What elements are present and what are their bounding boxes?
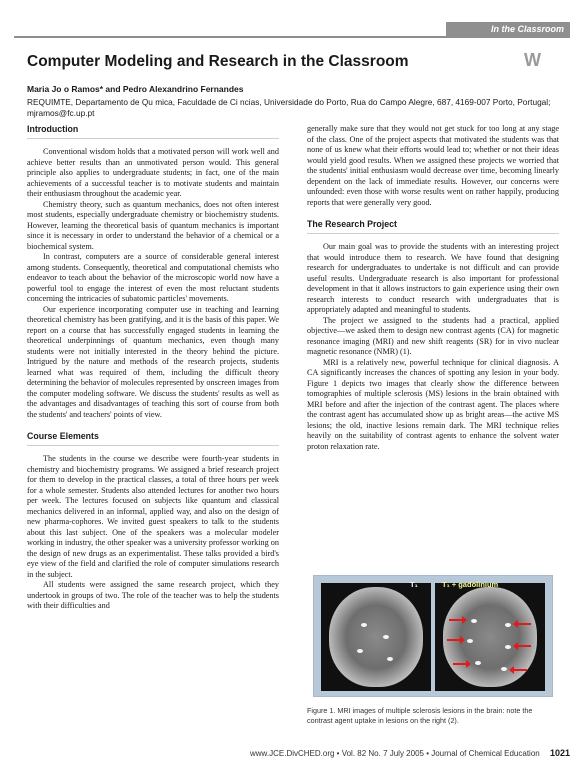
- lesion-spot: [501, 667, 507, 671]
- lesion-spot: [471, 619, 477, 623]
- brain-scan-image: [329, 587, 423, 687]
- continuation-paragraph: generally make sure that they would not get stuck for too long at any stage of the class. One of the project aspects that motivated the students was that none of us knew what their efforts would lead to; whether or not their ideas would yield good results. When we assigned these projects we worried that the students' initial enthusiasm would decrease over time, becoming linearly dependent on the lack of immediate results. However, our concerns were unfounded: even those with worse results went on rather happily, producing reports that were generally very good.: [307, 124, 559, 207]
- panel-label-t1-gadolinium: T₁ + gadolinium: [442, 580, 499, 589]
- section-tab: In the Classroom: [446, 22, 570, 36]
- red-arrow-icon: [517, 645, 531, 647]
- article-title: Computer Modeling and Research in the Classroom: [27, 53, 409, 70]
- lesion-spot: [505, 645, 511, 649]
- header-rule: [14, 36, 570, 38]
- research-project-heading: The Research Project: [307, 219, 559, 234]
- figure-caption: Figure 1. MRI images of multiple sclerosis lesions in the brain: note the contrast agent uptake in lesions on the right (2).: [307, 706, 533, 725]
- course-paragraph: The students in the course we describe were fourth-year students in chemistry and biochemistry programs. We assigned a brief research project for them to develop in the practical classes, a total of three hours per week for a whole semester. Students also attended lectures for another two hours per week. The lectures focused on subjects like quantum and classical mechanics delivered in an informal, applied way, and also on the design of new pharma-cophores. We invited guest speakers to talk to the students about this last subject. One of the speakers was a molecular modeler working in industry, the other speaker was a university professor working on the design of new drugs as an experimentalist. These talks provided a bird's eye view of the field and clarified the role of computer simulations research in the subject.: [27, 454, 279, 579]
- intro-paragraph: Our experience incorporating computer use in teaching and learning theoretical chemistry has been gratifying, and it is the basis of this paper. We report on a course that has successfully engaged students in learning the theoretical underpinnings of quantum mechanics, even though many students were not initially interested in the theory behind the picture. Intrigued by the nature and methods of the research projects, students learned what was required of them, including the difficult theory determining the behavior of molecules represented by onscreen images from the computer modeling software. We discuss the students' results as well as the advantages and disadvantages of teaching this sort of course from both the students' and teachers' points of view.: [27, 304, 279, 419]
- lesion-spot: [475, 661, 481, 665]
- introduction-heading: Introduction: [27, 124, 279, 139]
- red-arrow-icon: [517, 623, 531, 625]
- right-column: [307, 124, 559, 564]
- red-arrow-icon: [513, 669, 527, 671]
- mri-image-before: [321, 583, 431, 691]
- course-paragraph: All students were assigned the same research project, which they undertook in groups of two. The role of the teacher was to help the students with their difficulties and: [27, 580, 279, 610]
- lesion-spot: [361, 623, 367, 627]
- mri-figure: [313, 575, 553, 697]
- article-affiliation: REQUIMTE, Departamento de Qu mica, Faculdade de Ci ncias, Universidade do Porto, Rua do Campo Alegre, 687, 4169-007 Porto, Portugal; mjramos@fc.up.pt: [27, 97, 551, 118]
- lesion-spot: [505, 623, 511, 627]
- lesion-spot: [383, 635, 389, 639]
- red-arrow-icon: [447, 639, 461, 641]
- web-supplement-icon: W: [524, 50, 541, 70]
- article-authors: Maria Jo o Ramos* and Pedro Alexandrino Fernandes: [27, 84, 244, 94]
- footer-journal-info: www.JCE.DivCHED.org • Vol. 82 No. 7 July 2005 • Journal of Chemical Education: [250, 749, 540, 758]
- intro-paragraph: In contrast, computers are a source of considerable general interest among students. Consequently, theoretical and computational chemists who endeavor to teach about the behavior of the microscopic world now have a powerful tool to engage the interest of even the most reluctant students concerning the intricacies of subatomic particles' movements.: [27, 252, 279, 303]
- project-paragraph: MRI is a relatively new, powerful technique for clinical diagnosis. A CA significantly increases the chances of spotting any lesion in your body. Figure 1 depicts two images that clearly show the difference between tomographies of multiple sclerosis (MS) lesions in the brain obtained with MRI before and after the injection of the contrast agent. The places where the contrast agent has accumulated show up as bright areas—the active MS lesions; the old, inactive lesions remain dark. The MRI technique relies heavily on the suitability of contrast agents to enhance the solvent water proton relaxation rate.: [307, 357, 559, 451]
- page-number: 1021: [549, 748, 570, 758]
- panel-label-t1: T₁: [410, 580, 418, 589]
- page-footer: [150, 748, 570, 758]
- red-arrow-icon: [453, 663, 467, 665]
- red-arrow-icon: [449, 619, 463, 621]
- mri-image-after: [435, 583, 545, 691]
- project-paragraph: Our main goal was to provide the students with an interesting project that would introduce them to research. We have found that designing research for undergraduates to undertake is not difficult and can provide useful results. Undergraduate research is also important for professional development in that it allows instructors to gain experience using their own research interests to conduct research with undergraduates that is appropriately adapted and meaningful to students.: [307, 242, 559, 314]
- lesion-spot: [467, 639, 473, 643]
- lesion-spot: [387, 657, 393, 661]
- intro-paragraph: Conventional wisdom holds that a motivated person will work well and achieve better results than an unmotivated person would. This general principle also applies to undergraduate students; in fact, one of the main achievements of a successful teacher is to motivate students and maintain their enthusiasm throughout the academic year.: [27, 147, 279, 198]
- course-elements-heading: Course Elements: [27, 431, 279, 446]
- project-paragraph: The project we assigned to the students had a practical, applied objective—we asked them to design new contrast agents (CA) for magnetic resonance imaging (MRI) and new shift reagents (SR) for in vivo nuclear magnetic resonance (NMR) (1).: [307, 315, 559, 356]
- intro-paragraph: Chemistry theory, such as quantum mechanics, does not often interest most students, especially undergraduate chemistry or biochemistry students. However, learning the theoretical basis of quantum mechanics is important since it is necessary in order to understand the behavior of a chemical or a biochemical system.: [27, 199, 279, 251]
- brain-scan-image: [443, 587, 537, 687]
- lesion-spot: [357, 649, 363, 653]
- left-column: [27, 124, 279, 748]
